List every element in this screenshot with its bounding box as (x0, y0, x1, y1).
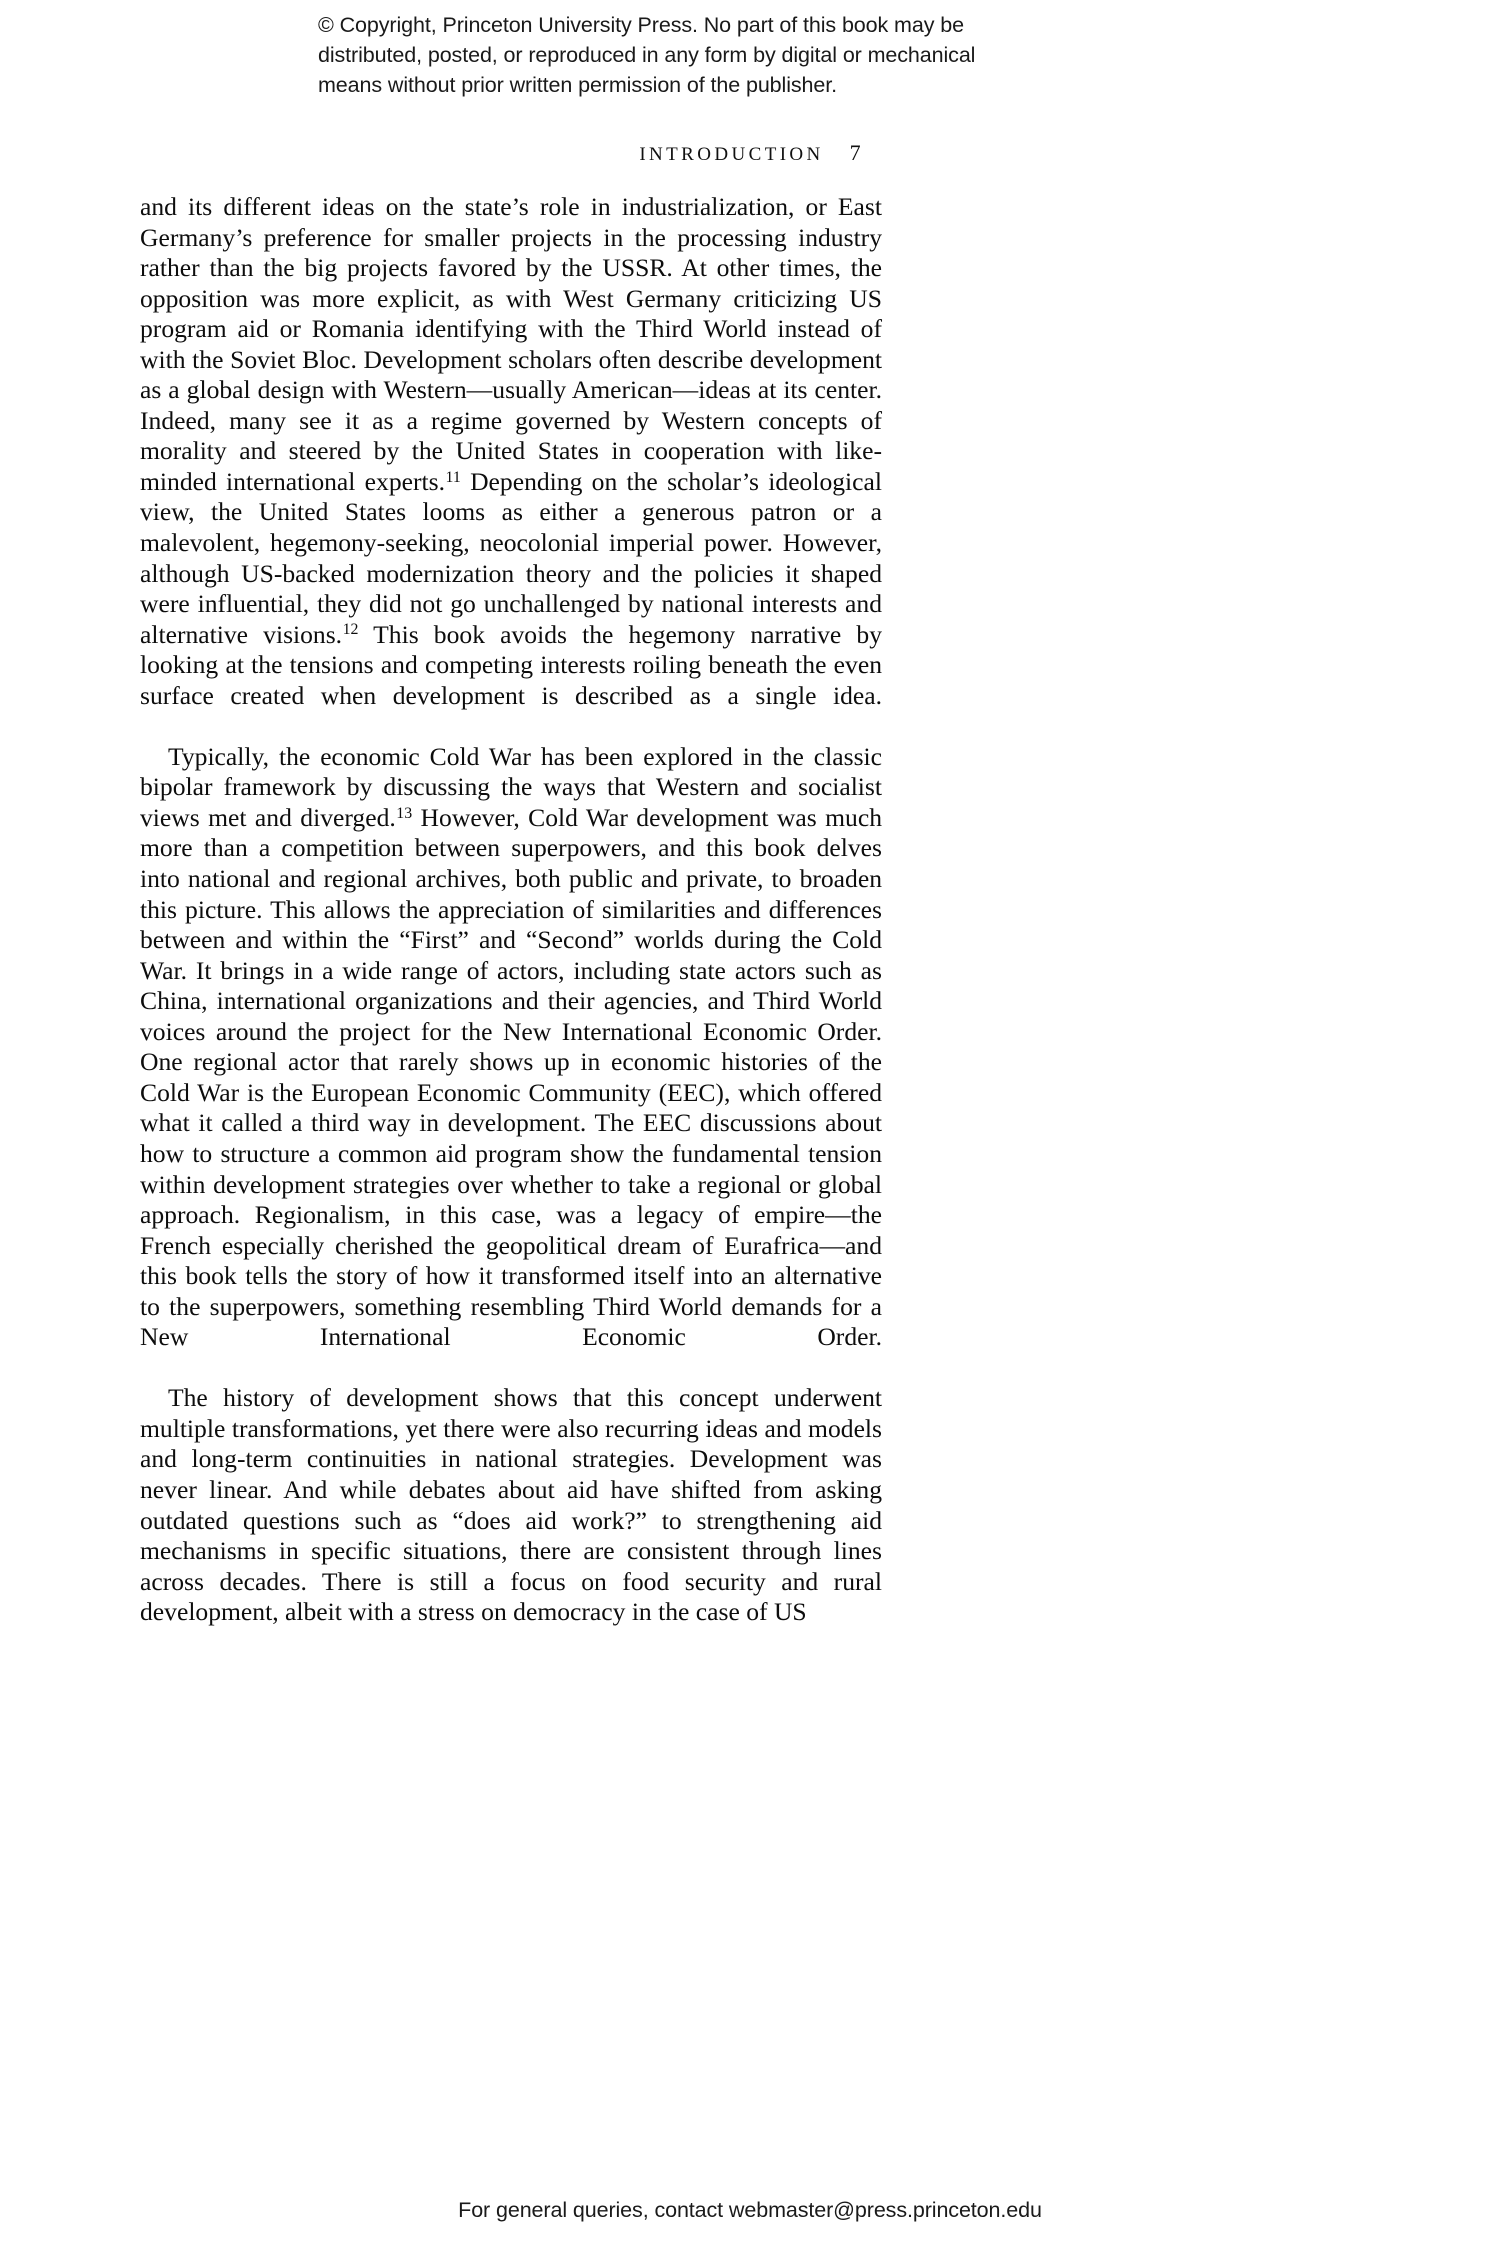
body-paragraph: The history of development shows that this concept underwent multiple transformations, yet there were also recurring ideas and models and long-term continuities in national strategies. Development was never linear. And while debates about aid have shifted from asking outdated questions such as “does aid work?” to strengthening aid mechanisms in specific situations, there are consistent through lines across decades. There is still a focus on food security and rural development, albeit with a stress on democracy in the case of US (140, 1383, 882, 1627)
page-number: 7 (849, 140, 861, 165)
running-head (0, 140, 1500, 166)
copyright-line-2: distributed, posted, or reproduced in any form by digital or mechanical (318, 43, 976, 67)
body-paragraph: and its different ideas on the state’s role in industrialization, or East Germany’s preference for smaller projects in the processing industry rather than the big projects favored by the USSR. At other times, the opposition was more explicit, as with West Germany criticizing US program aid or Romania identifying with the Third World instead of with the Soviet Bloc. Development scholars often describe development as a global design with Western—usually American—ideas at its center. Indeed, many see it as a regime governed by Western concepts of morality and steered by the United States in cooperation with like-minded international experts.$^{11}$ Depending on the scholar’s ideological view, the United States looms as either a generous patron or a malevolent, hegemony-seeking, neocolonial imperial power. However, although US-backed modernization theory and the policies it shaped were influential, they did not go unchallenged by national interests and alternative visions.$^{12}$ This book avoids the hegemony narrative by looking at the tensions and competing interests roiling beneath the even surface created when development is described as a single idea. (140, 192, 883, 710)
body-paragraph: Typically, the economic Cold War has been explored in the classic bipolar framework by discussing the ways that Western and socialist views met and diverged.$^{13}$ However, Cold War development was much more than a competition between superpowers, and this book delves into national and regional archives, both public and private, to broaden this picture. This allows the appreciation of similarities and differences between and within the “First” and “Second” worlds during the Cold War. It brings in a wide range of actors, including state actors such as China, international organizations and their agencies, and Third World voices around the project for the New International Economic Order. One regional actor that rarely shows up in economic histories of the Cold War is the European Economic Community (EEC), which offered what it called a third way in development. The EEC discussions about how to structure a common aid program show the fundamental tension within development strategies over whether to take a regional or global approach. Regionalism, in this case, was a legacy of empire—the French especially cherished the geopolitical dream of Eurafrica—and this book tells the story of how it transformed itself into an alternative to the superpowers, something resembling Third World demands for a New International Economic Order. (140, 741, 882, 1352)
footnote-marker[interactable]: 13 (396, 804, 413, 822)
footer-query-line: For general queries, contact webmaster@press.princeton.edu (458, 2198, 1042, 2222)
footnote-marker[interactable]: 11 (445, 468, 461, 486)
copyright-notice (318, 10, 1138, 100)
copyright-line-3: means without prior written permission of the publisher. (318, 73, 838, 97)
copyright-line-1: © Copyright, Princeton University Press. No part of this book may be (318, 13, 964, 37)
footnote-marker[interactable]: 12 (342, 621, 359, 639)
body-text-column (140, 192, 882, 1628)
running-head-title: INTRODUCTION (639, 144, 824, 165)
